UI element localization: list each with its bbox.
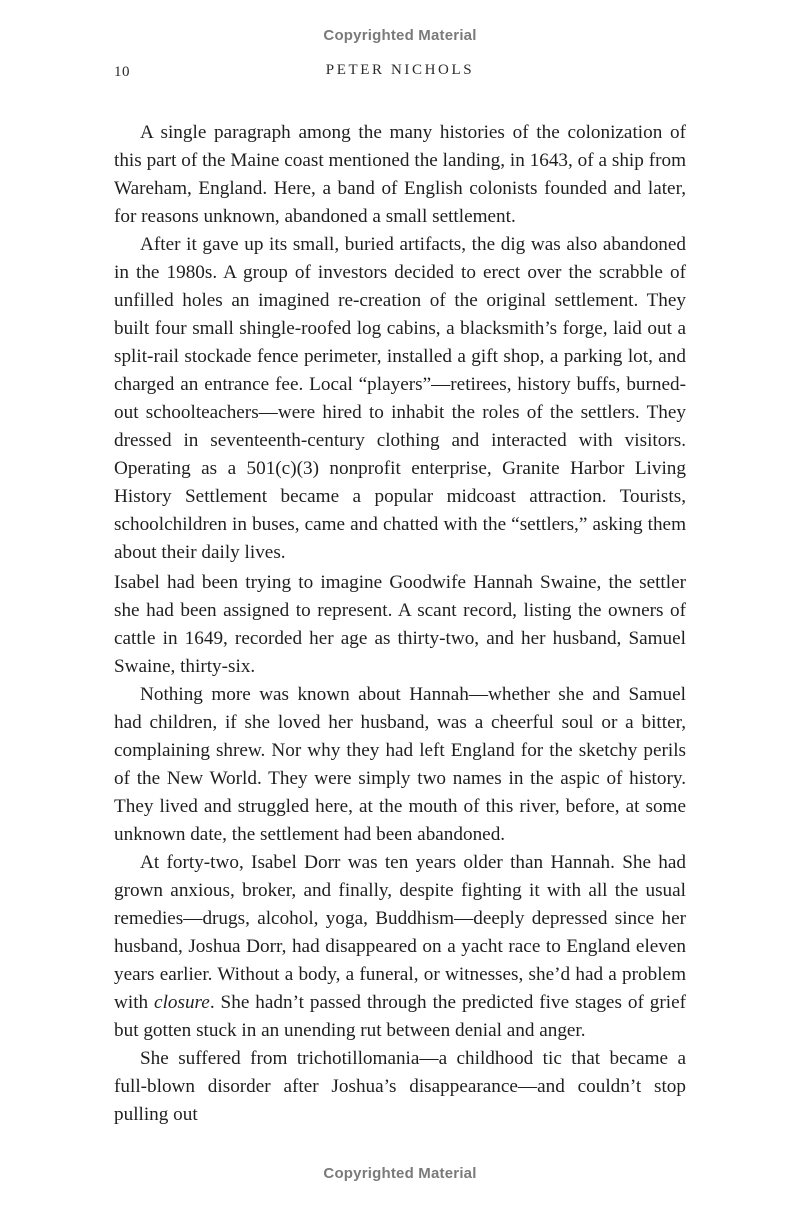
section-one bbox=[114, 119, 686, 567]
copyright-watermark-top: Copyrighted Material bbox=[323, 27, 477, 44]
paragraph: After it gave up its small, buried artifacts, the dig was also abandoned in the 1980s. A group of investors decided to erect over the scrabble of unfilled holes an imagined re-creation of the original settlement. They built four small shingle-roofed log cabins, a blacksmith’s forge, laid out a split-rail stockade fence perimeter, installed a gift shop, a parking lot, and charged an entrance fee. Local “players”—retirees, history buffs, burned-out schoolteachers—were hired to inhabit the roles of the settlers. They dressed in seventeenth-century clothing and interacted with visitors. Operating as a 501(c)(3) nonprofit enterprise, Granite Harbor Living History Settlement became a popular midcoast attraction. Tourists, schoolchildren in buses, came and chatted with the “settlers,” asking them about their daily lives. bbox=[114, 234, 686, 563]
page-number: 10 bbox=[114, 64, 130, 80]
paragraph-text: . She hadn’t passed through the predicted five stages of grief but gotten stuck in an unending rut between denial and anger. bbox=[114, 992, 686, 1041]
paragraph: Isabel had been trying to imagine Goodwife Hannah Swaine, the settler she had been assigned to represent. A scant record, listing the owners of cattle in 1649, recorded her age as thirty-two, and her husband, Samuel Swaine, thirty-six. bbox=[114, 572, 686, 677]
paragraph bbox=[114, 849, 686, 1045]
section-two bbox=[114, 569, 686, 1129]
paragraph: A single paragraph among the many histories of the colonization of this part of the Maine coast mentioned the landing, in 1643, of a ship from Wareham, England. Here, a band of English colonists founded and later, for reasons unknown, abandoned a small settlement. bbox=[114, 122, 686, 227]
paragraph-text: At forty-two, Isabel Dorr was ten years older than Hannah. She had grown anxious, broker, and finally, despite fighting it with all the usual remedies—drugs, alcohol, yoga, Buddhism—deeply depressed since her husband, Joshua Dorr, had disappeared on a yacht race to England eleven years earlier. Without a body, a funeral, or witnesses, she’d had a problem with bbox=[114, 852, 686, 1013]
copyright-watermark-bottom: Copyrighted Material bbox=[323, 1165, 477, 1182]
paragraph: She suffered from trichotillomania—a childhood tic that became a full-blown disorder after Joshua’s disappearance—and couldn’t stop pulling out bbox=[114, 1048, 686, 1125]
running-head bbox=[114, 62, 686, 84]
italic-word: closure bbox=[154, 992, 210, 1013]
author-name: PETER NICHOLS bbox=[325, 62, 475, 78]
paragraph: Nothing more was known about Hannah—whether she and Samuel had children, if she loved her husband, was a cheerful soul or a bitter, complaining shrew. Nor why they had left England for the sketchy perils of the New World. They were simply two names in the aspic of history. They lived and struggled here, at the mouth of this river, before, at some unknown date, the settlement had been abandoned. bbox=[114, 684, 686, 845]
